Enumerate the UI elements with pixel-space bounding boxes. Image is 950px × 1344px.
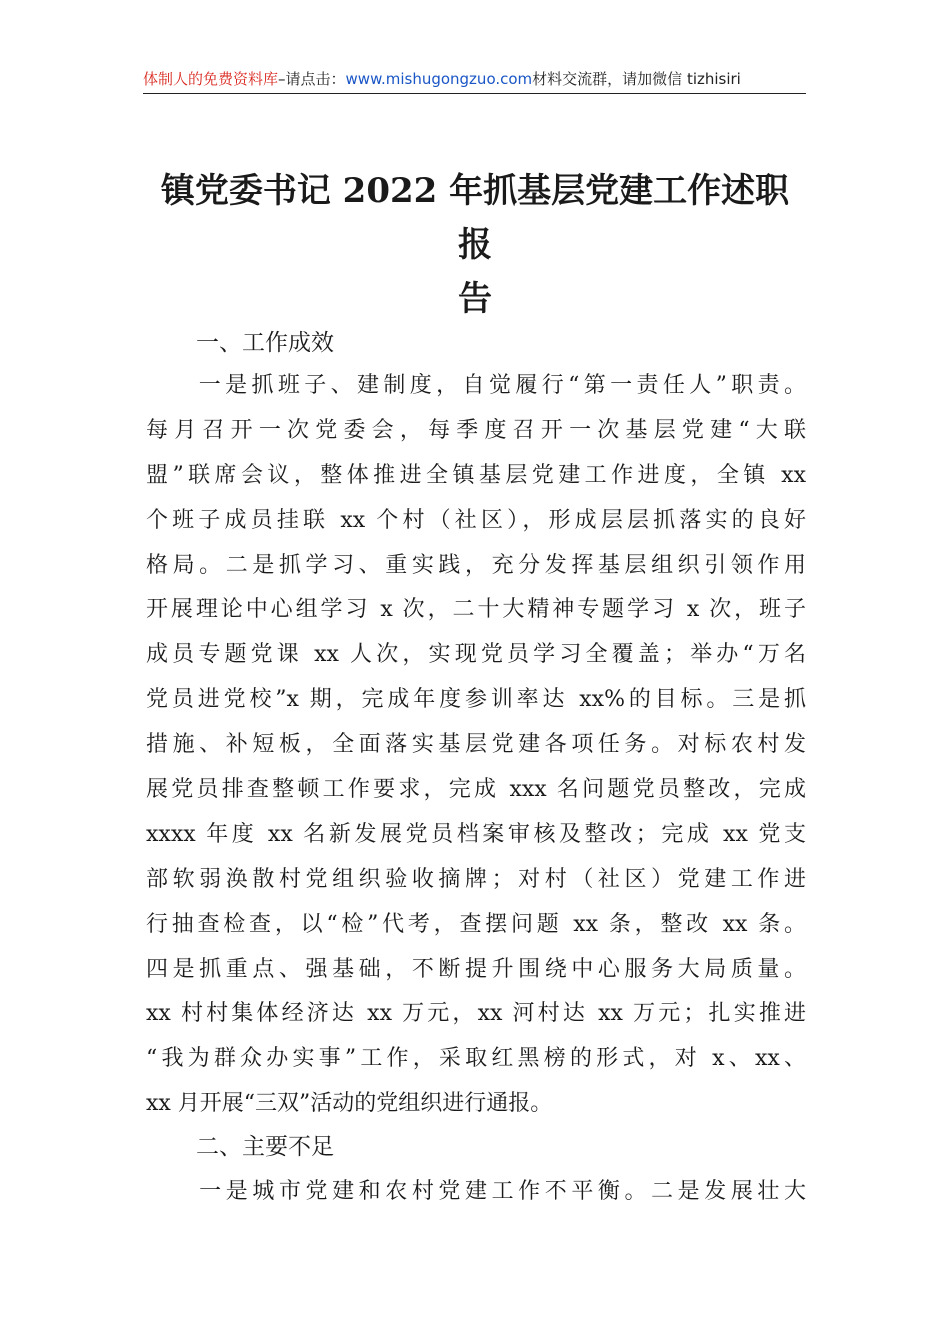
text-line: xxxx 年度 xx 名新发展党员档案审核及整改；完成 xx 党支	[146, 821, 806, 847]
text-line: 每月召开一次党委会，每季度召开一次基层党建“大联	[146, 417, 806, 443]
text-line: 格局。二是抓学习、重实践，充分发挥基层组织引领作用	[146, 552, 806, 578]
text-line: 个班子成员挂联 xx 个村（社区），形成层层抓落实的良好	[146, 507, 806, 533]
text-line: 展党员排查整顿工作要求，完成 xxx 名问题党员整改，完成	[146, 777, 806, 803]
text-line: xx 月开展“三双”活动的党组织进行通报。	[146, 1091, 553, 1117]
text-line: 开展理论中心组学习 x 次，二十大精神专题学习 x 次，班子	[146, 597, 806, 623]
document-title-line-1: 镇党委书记 2022 年抓基层党建工作述职报	[160, 171, 790, 265]
site-header-banner	[143, 66, 806, 92]
text-line: 部软弱涣散村党组织验收摘牌；对村（社区）党建工作进	[146, 866, 806, 892]
text-line: “我为群众办实事”工作，采取红黑榜的形式，对 x、xx、	[146, 1046, 806, 1072]
text-line: 四是抓重点、强基础，不断提升围绕中心服务大局质量。	[146, 956, 806, 982]
text-line: 一是城市党建和农村党建工作不平衡。二是发展壮大	[146, 1179, 806, 1204]
header-library-name: 体制人的免费资料库	[143, 70, 279, 88]
section-heading-achievements: 一、工作成效	[196, 330, 334, 356]
text-line: 盟”联席会议，整体推进全镇基层党建工作进度，全镇 xx	[146, 462, 806, 488]
section-body-shortcomings	[146, 1170, 806, 1215]
document-title	[148, 164, 802, 326]
header-wechat-note: 材料交流群，请加微信 tizhisiri	[532, 70, 741, 88]
header-website-link[interactable]: www.mishugongzuo.com	[345, 70, 533, 88]
document-title-line-2: 告	[458, 279, 492, 319]
text-line: 行抽查检查，以“检”代考，查摆问题 xx 条，整改 xx 条。	[146, 911, 806, 937]
text-line: xx 村村集体经济达 xx 万元，xx 河村达 xx 万元；扎实推进	[146, 1001, 806, 1027]
section-heading-shortcomings: 二、主要不足	[196, 1134, 334, 1160]
text-line: 成员专题党课 xx 人次，实现党员学习全覆盖；举办“万名	[146, 642, 806, 668]
text-line: 一是抓班子、建制度，自觉履行“第一责任人”职责。	[146, 373, 806, 398]
header-divider	[143, 93, 806, 94]
text-line: 措施、补短板，全面落实基层党建各项任务。对标农村发	[146, 732, 806, 758]
header-click-prompt: –请点击：	[278, 70, 346, 88]
section-body-achievements	[146, 364, 806, 1127]
text-line: 党员进党校”x 期，完成年度参训率达 xx%的目标。三是抓	[146, 687, 806, 713]
